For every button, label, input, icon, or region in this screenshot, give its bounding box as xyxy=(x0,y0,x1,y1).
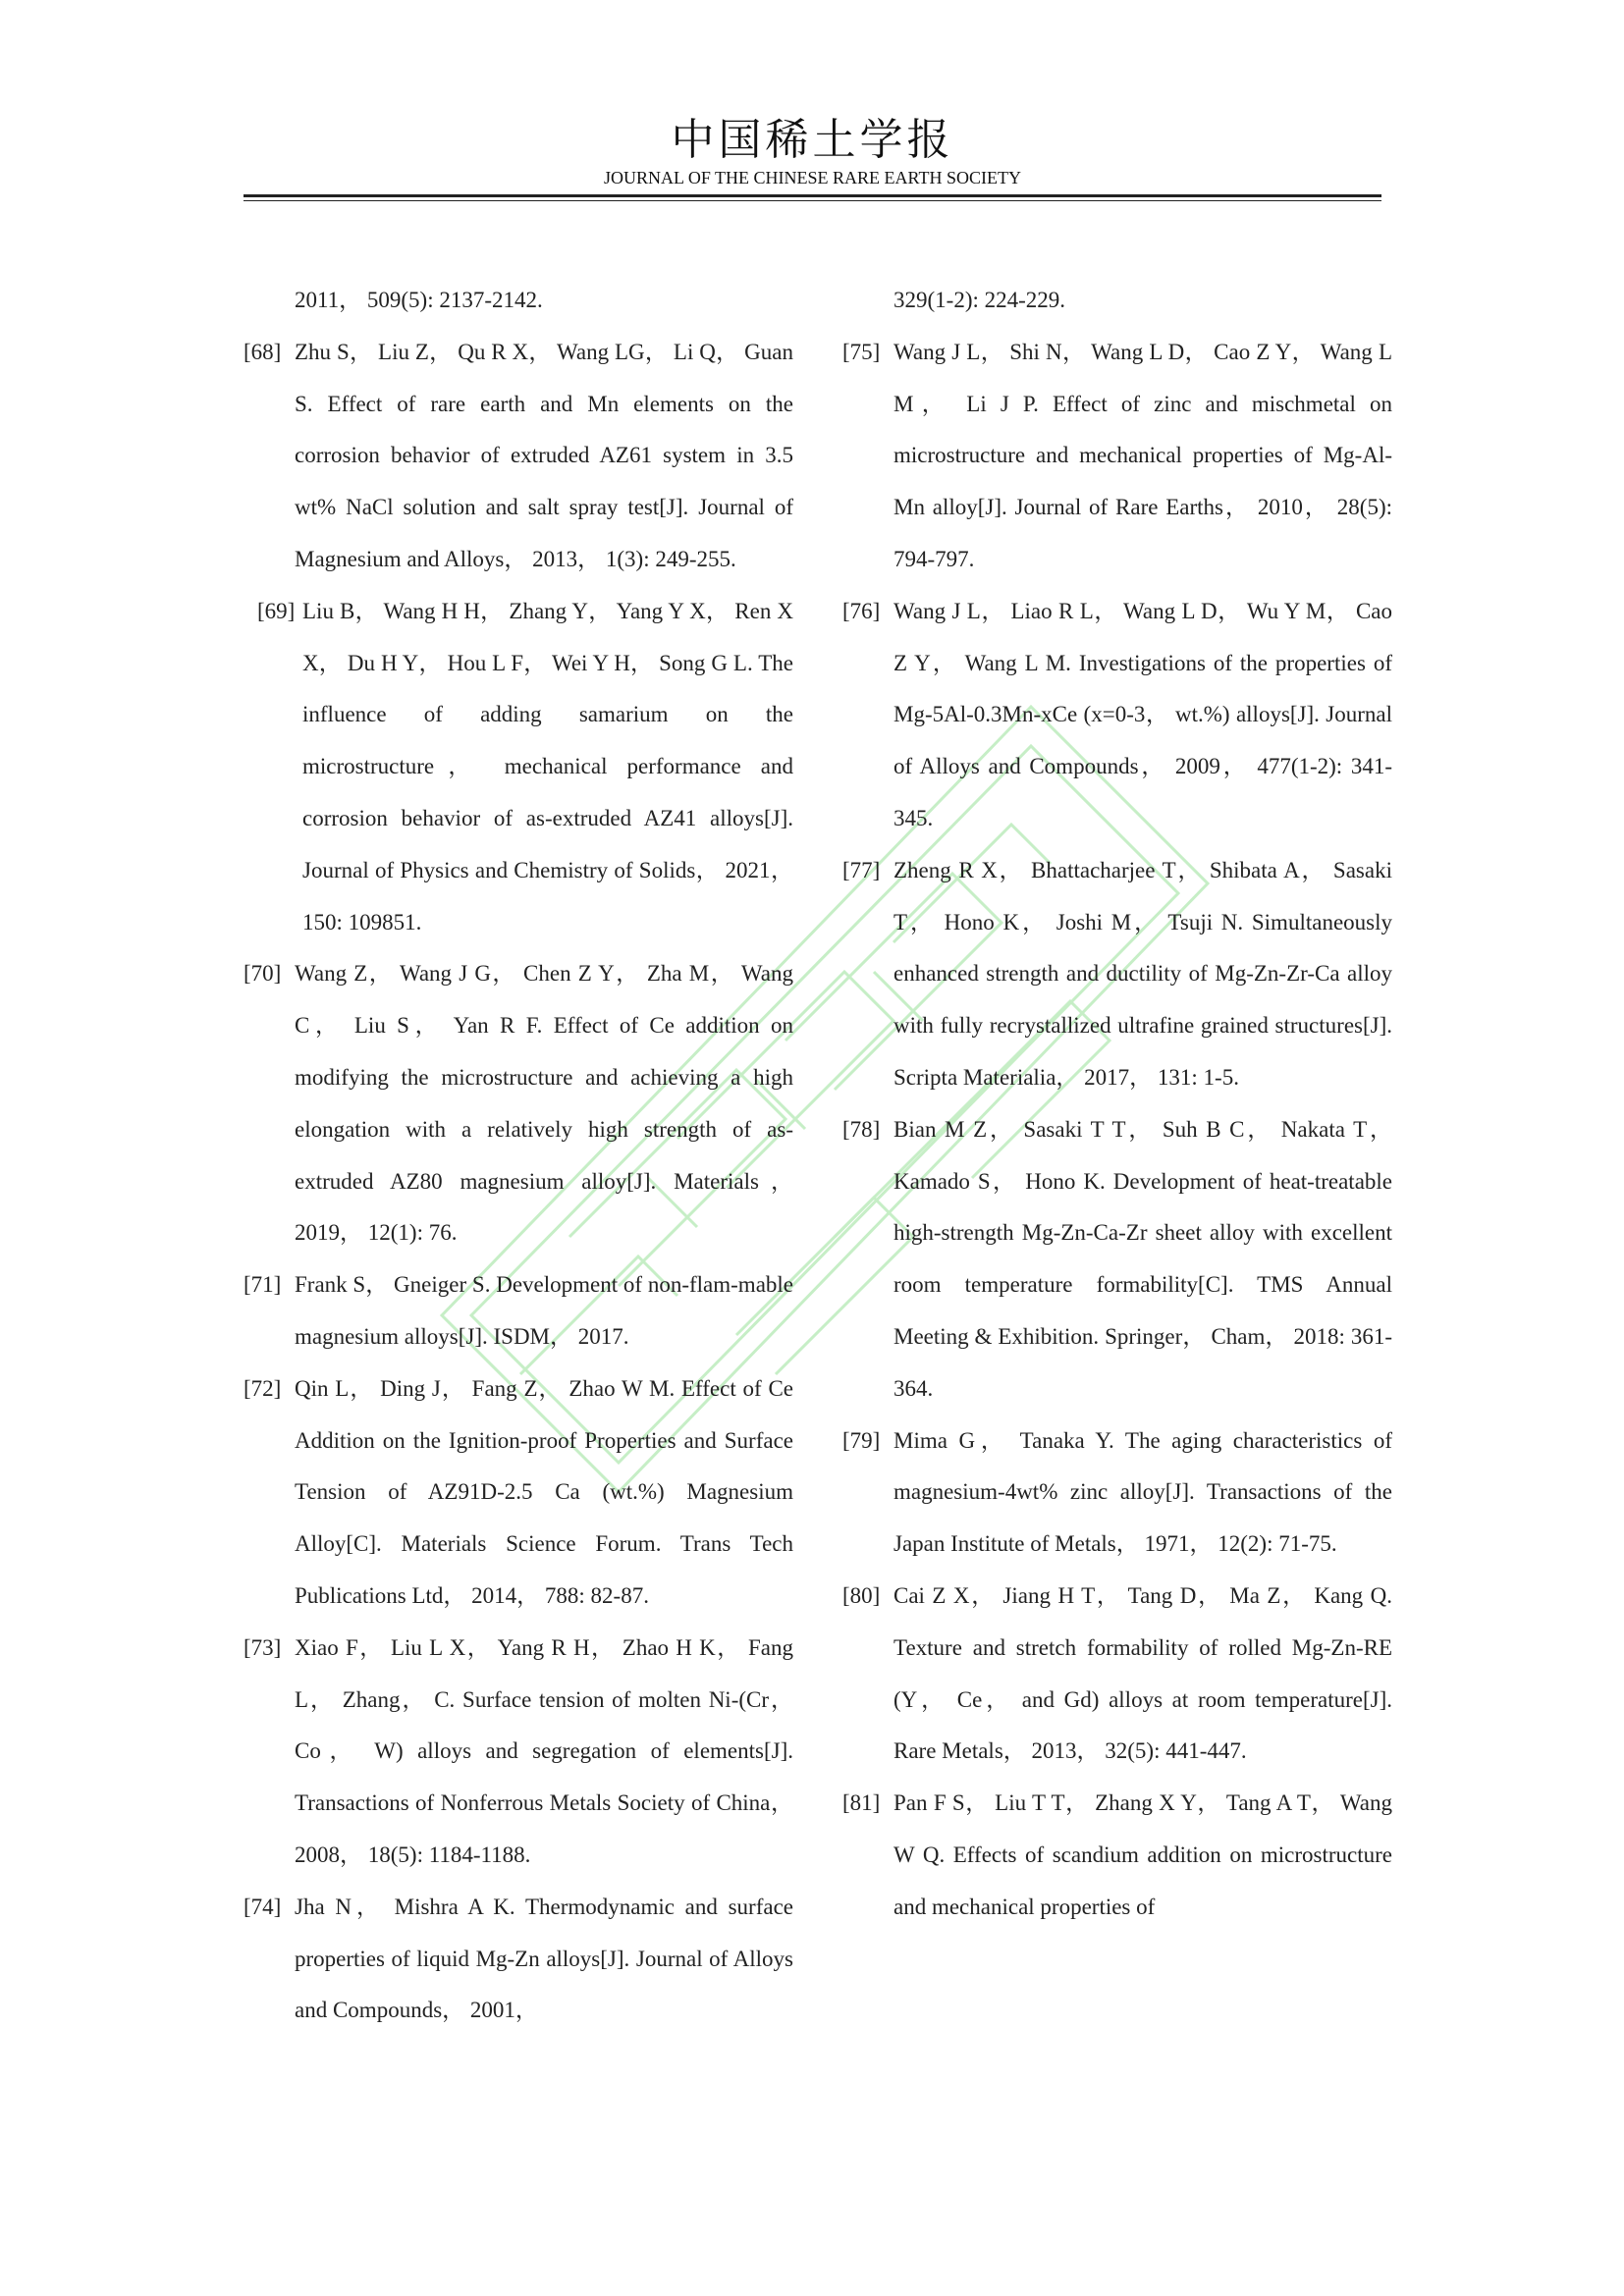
reference-number: [77] xyxy=(842,857,881,882)
reference-column-right xyxy=(842,275,1392,1934)
reference-entry xyxy=(244,1363,793,1623)
reference-number: [76] xyxy=(842,598,881,623)
reference-column-left xyxy=(244,275,793,2037)
reference-text: Liu B， Wang H H， Zhang Y， Yang Y X， Ren X X， Du H Y， Hou L F， Wei Y H， Song G L. The influence of adding samarium on the microstructure， mechanical performance and corrosion behavior of as-extruded AZ41 alloys[J]. Journal of Physics and Chemistry of Solids， 2021， 150: 109851. xyxy=(302,598,793,934)
reference-entry xyxy=(842,1571,1392,1778)
journal-title-english: JOURNAL OF THE CHINESE RARE EARTH SOCIETY xyxy=(604,168,1021,187)
reference-text: Mima G， Tanaka Y. The aging characteristics of magnesium-4wt% zinc alloy[J]. Transactions of the Japan Institute of Metals， 1971， 12(2): 71-75. xyxy=(893,1427,1392,1557)
header-rule-thick xyxy=(244,194,1381,197)
reference-number: [75] xyxy=(842,339,881,364)
reference-continuation: 329(1-2): 224-229. xyxy=(893,288,1066,312)
reference-number: [69] xyxy=(257,598,296,623)
reference-number: [74] xyxy=(244,1894,282,1919)
reference-entry xyxy=(842,327,1392,586)
reference-number: [72] xyxy=(244,1375,282,1401)
reference-number: [68] xyxy=(244,339,282,364)
reference-entry xyxy=(842,1104,1392,1415)
journal-header xyxy=(244,114,1381,188)
reference-number: [79] xyxy=(842,1427,881,1453)
reference-entry xyxy=(842,586,1392,845)
reference-text: Wang J L， Shi N， Wang L D， Cao Z Y， Wang L M， Li J P. Effect of zinc and mischmetal on microstructure and mechanical properties of Mg-Al-Mn alloy[J]. Journal of Rare Earths， 2010， 28(5): 794-797. xyxy=(893,339,1392,571)
reference-text: Xiao F， Liu L X， Yang R H， Zhao H K， Fang L， Zhang， C. Surface tension of molten Ni-(Cr， Co， W) alloys and segregation of elements[J]. Transactions of Nonferrous Metals Society of China， 2008， 18(5): 1184-1188. xyxy=(295,1634,793,1867)
reference-number: [70] xyxy=(244,961,282,987)
reference-number: [78] xyxy=(842,1116,881,1142)
header-rule-thin xyxy=(244,200,1381,201)
reference-number: [73] xyxy=(244,1634,282,1660)
reference-number: [80] xyxy=(842,1582,881,1608)
reference-entry xyxy=(244,1623,793,1882)
reference-number: [71] xyxy=(244,1272,282,1298)
reference-entry xyxy=(842,1778,1392,1933)
reference-entry xyxy=(244,586,793,949)
reference-text: Zhu S， Liu Z， Qu R X， Wang LG， Li Q， Guan S. Effect of rare earth and Mn elements on the corrosion behavior of extruded AZ61 system in 3.5 wt% NaCl solution and salt spray test[J]. Journal of Magnesium and Alloys， 2013， 1(3): 249-255. xyxy=(295,339,793,571)
reference-text: Bian M Z， Sasaki T T， Suh B C， Nakata T， Kamado S， Hono K. Development of heat-treatable high-strength Mg-Zn-Ca-Zr sheet alloy with excellent room temperature formability[C]. TMS Annual Meeting & Exhibition. Springer， Cham， 2018: 361-364. xyxy=(893,1116,1392,1401)
reference-text: Wang Z， Wang J G， Chen Z Y， Zha M， Wang C， Liu S， Yan R F. Effect of Ce addition on modifying the microstructure and achieving a high elongation with a relatively high strength of as-extruded AZ80 magnesium alloy[J]. Materials， 2019， 12(1): 76. xyxy=(295,961,793,1246)
reference-entry xyxy=(842,1415,1392,1571)
reference-number: [81] xyxy=(842,1790,881,1816)
reference-text: Wang J L， Liao R L， Wang L D， Wu Y M， Cao Z Y， Wang L M. Investigations of the properties of Mg-5Al-0.3Mn-xCe (x=0-3， wt.%) alloys[J]. Journal of Alloys and Compounds， 2009， 477(1-2): 341-345. xyxy=(893,598,1392,830)
reference-entry xyxy=(244,1259,793,1363)
reference-entry xyxy=(244,327,793,586)
reference-text: Zheng R X， Bhattacharjee T， Shibata A， Sasaki T， Hono K， Joshi M， Tsuji N. Simultaneously enhanced strength and ductility of Mg-Zn-Zr-Ca alloy with fully recrystallized ultrafine grained structures[J]. Scripta Materialia， 2017， 131: 1-5. xyxy=(893,857,1392,1090)
reference-entry xyxy=(842,845,1392,1104)
reference-text: Pan F S， Liu T T， Zhang X Y， Tang A T， Wang W Q. Effects of scandium addition on microstructure and mechanical properties of xyxy=(893,1790,1392,1919)
reference-text: Qin L， Ding J， Fang Z， Zhao W M. Effect of Ce Addition on the Ignition-proof Properties and Surface Tension of AZ91D-2.5 Ca (wt.%) Magnesium Alloy[C]. Materials Science Forum. Trans Tech Publications Ltd， 2014， 788: 82-87. xyxy=(295,1375,793,1608)
reference-text: Cai Z X， Jiang H T， Tang D， Ma Z， Kang Q. Texture and stretch formability of rolled Mg-Zn-RE (Y， Ce， and Gd) alloys at room temperature[J]. Rare Metals， 2013， 32(5): 441-447. xyxy=(893,1582,1392,1764)
reference-text: Jha N， Mishra A K. Thermodynamic and surface properties of liquid Mg-Zn alloys[J]. Journal of Alloys and Compounds， 2001， xyxy=(295,1894,793,2023)
reference-entry xyxy=(244,1882,793,2037)
reference-entry xyxy=(244,948,793,1259)
journal-title-chinese: 中国稀土学报 xyxy=(671,116,954,164)
reference-continuation: 2011， 509(5): 2137-2142. xyxy=(295,288,543,312)
reference-text: Frank S， Gneiger S. Development of non-flam-mable magnesium alloys[J]. ISDM， 2017. xyxy=(295,1272,793,1349)
